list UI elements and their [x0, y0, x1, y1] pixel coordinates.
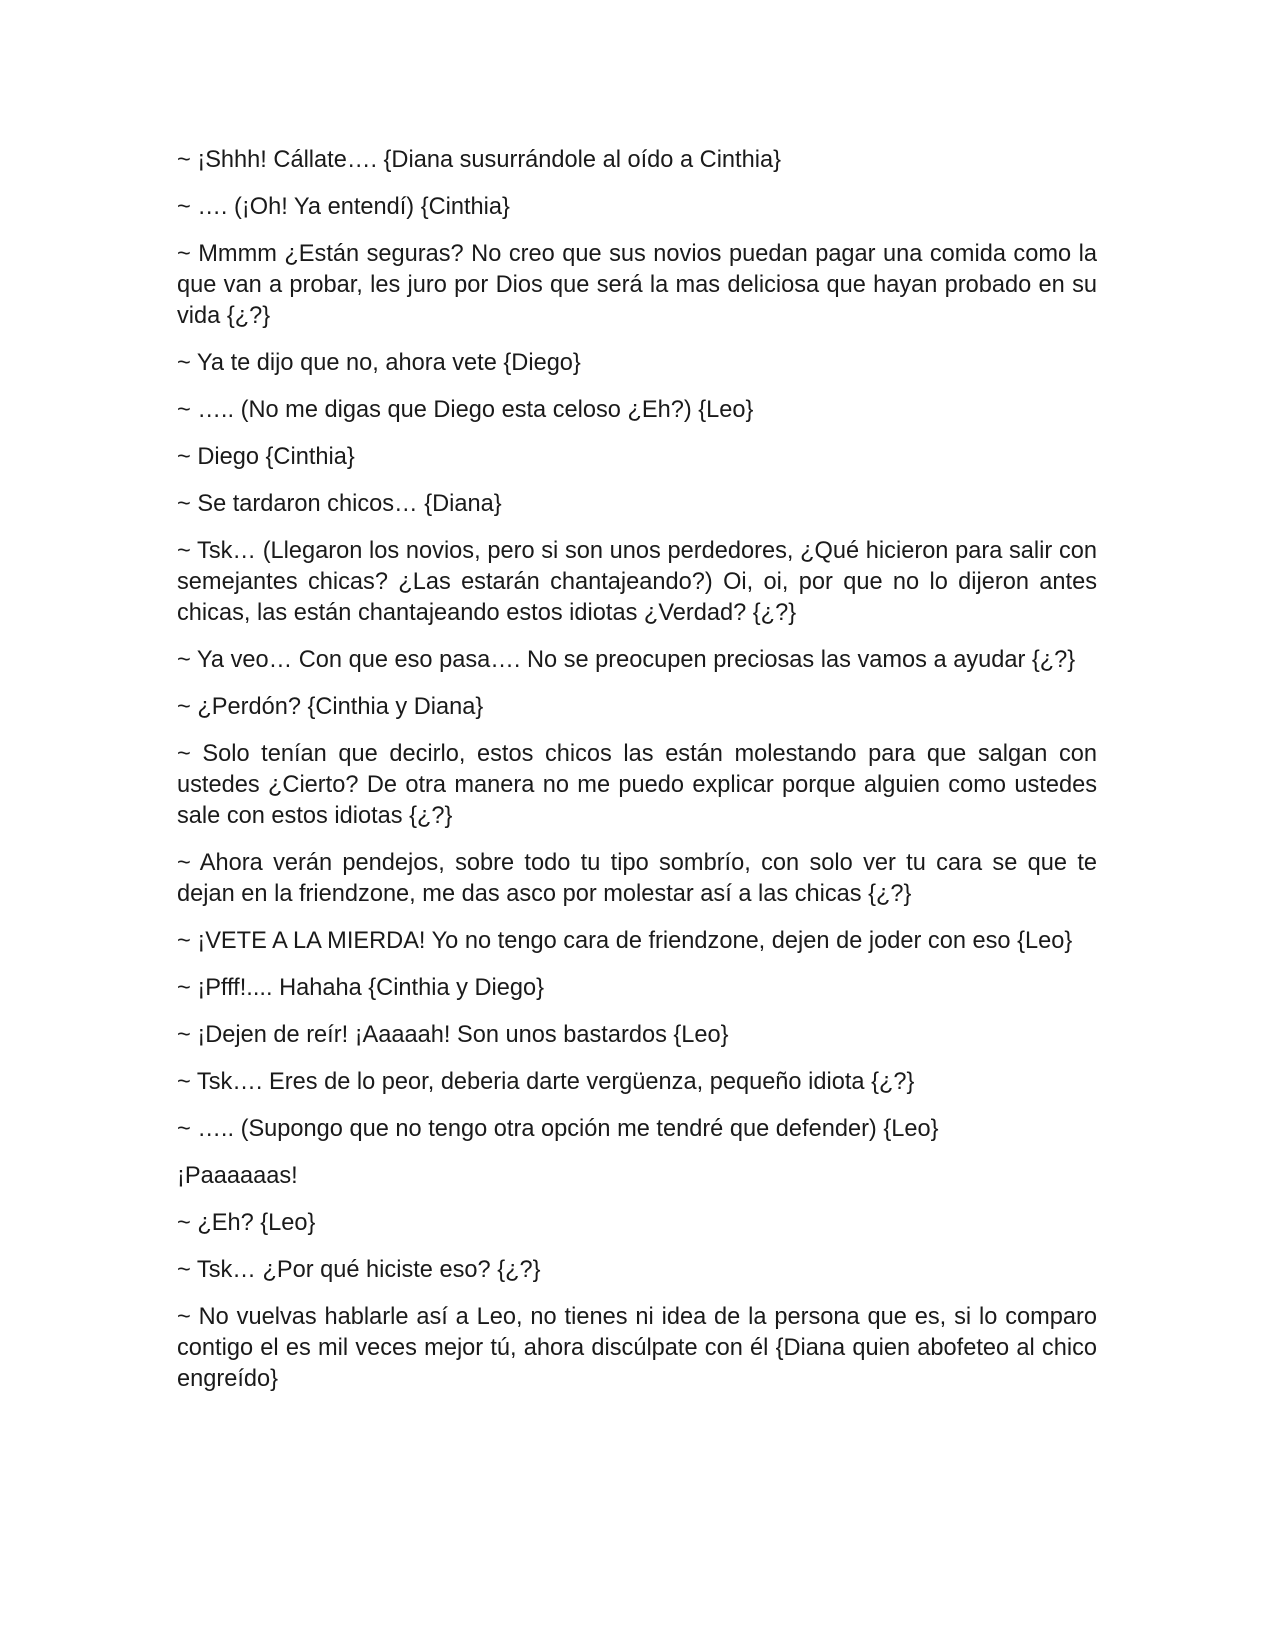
dialogue-line: ~ ¡Pfff!.... Hahaha {Cinthia y Diego}: [177, 975, 545, 1001]
dialogue-line: ~ Diego {Cinthia}: [177, 444, 355, 470]
dialogue-line: ~ Solo tenían que decirlo, estos chicos las están molestando para que salgan con ustedes ¿Cierto? De otra manera no me puedo explicar porque alguien como ustedes sale con estos idiotas {¿?}: [177, 741, 1097, 829]
dialogue-line: ~ Tsk…. Eres de lo peor, deberia darte vergüenza, pequeño idiota {¿?}: [177, 1069, 915, 1095]
dialogue-line: ~ ¿Perdón? {Cinthia y Diana}: [177, 694, 484, 720]
dialogue-line: ~ Mmmm ¿Están seguras? No creo que sus novios puedan pagar una comida como la que van a probar, les juro por Dios que será la mas deliciosa que hayan probado en su vida {¿?}: [177, 241, 1097, 329]
dialogue-line: ~ No vuelvas hablarle así a Leo, no tienes ni idea de la persona que es, si lo comparo contigo el es mil veces mejor tú, ahora discúlpate con él {Diana quien abofeteo al chico engreído}: [177, 1304, 1097, 1392]
dialogue-line: ~ Tsk… (Llegaron los novios, pero si son unos perdedores, ¿Qué hicieron para salir con semejantes chicas? ¿Las estarán chantajeando?) Oi, oi, por que no lo dijeron antes chicas, las están chantajeando estos idiotas ¿Verdad? {¿?}: [177, 538, 1097, 626]
dialogue-line: ~ ¡Shhh! Cállate…. {Diana susurrándole al oído a Cinthia}: [177, 147, 781, 173]
dialogue-line: ~ ¿Eh? {Leo}: [177, 1210, 316, 1236]
dialogue-line: ~ Tsk… ¿Por qué hiciste eso? {¿?}: [177, 1257, 541, 1283]
document-body: [177, 145, 1097, 1411]
dialogue-line: ~ Se tardaron chicos… {Diana}: [177, 491, 502, 517]
sound-effect-line: ¡Paaaaaas!: [177, 1163, 298, 1189]
dialogue-line: ~ ¡Dejen de reír! ¡Aaaaah! Son unos bastardos {Leo}: [177, 1022, 729, 1048]
dialogue-line: ~ …. (¡Oh! Ya entendí) {Cinthia}: [177, 194, 510, 220]
dialogue-line: ~ ….. (No me digas que Diego esta celoso ¿Eh?) {Leo}: [177, 397, 754, 423]
dialogue-line: ~ Ya te dijo que no, ahora vete {Diego}: [177, 350, 581, 376]
dialogue-line: ~ Ya veo… Con que eso pasa…. No se preocupen preciosas las vamos a ayudar {¿?}: [177, 647, 1076, 673]
dialogue-line: ~ Ahora verán pendejos, sobre todo tu tipo sombrío, con solo ver tu cara se que te dejan en la friendzone, me das asco por molestar así a las chicas {¿?}: [177, 850, 1097, 907]
dialogue-line: ~ ….. (Supongo que no tengo otra opción me tendré que defender) {Leo}: [177, 1116, 939, 1142]
dialogue-line: ~ ¡VETE A LA MIERDA! Yo no tengo cara de friendzone, dejen de joder con eso {Leo}: [177, 928, 1073, 954]
